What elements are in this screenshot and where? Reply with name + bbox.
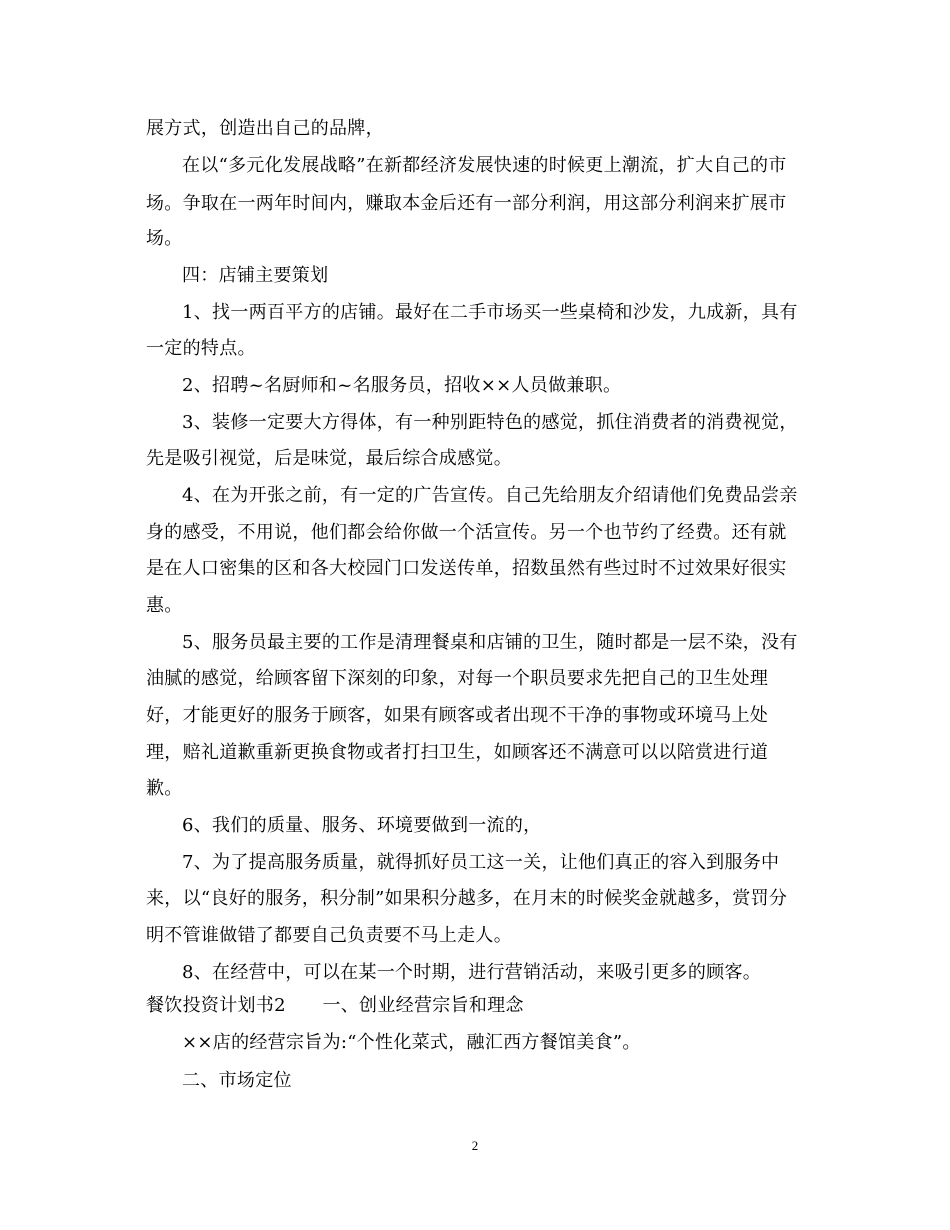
body-text-line: 好，才能更好的服务于顾客，如果有顾客或者出现不干净的事物或环境马上处	[146, 705, 769, 726]
body-text-line: 歉。	[146, 778, 183, 799]
body-text-line: 油腻的感觉，给顾客留下深刻的印象，对每一个职员要求先把自己的卫生处理	[146, 668, 769, 689]
body-text-line: 场。	[146, 228, 183, 249]
body-text-line: 5、服务员最主要的工作是清理餐桌和店铺的卫生，随时都是一层不染，没有	[182, 632, 798, 653]
body-text-line: 6、我们的质量、服务、环境要做到一流的，	[182, 815, 542, 836]
body-text-line: ××店的经营宗旨为:“个性化菜式，融汇西方餐馆美食”。	[182, 1032, 641, 1053]
body-text-line: 7、为了提高服务质量，就得抓好员工这一关，让他们真正的容入到服务中	[182, 852, 780, 873]
body-text-line: 明不管谁做错了都要自己负责要不马上走人。	[146, 925, 512, 946]
body-text-line: 1、找一两百平方的店铺。最好在二手市场买一些桌椅和沙发，九成新，具有	[182, 302, 798, 323]
section-title-line: 餐饮投资计划书2 一、创业经营宗旨和理念	[146, 995, 524, 1016]
page-number: 2	[471, 1138, 479, 1153]
body-text-line: 3、装修一定要大方得体，有一种别距特色的感觉，抓住消费者的消费视觉，	[182, 412, 798, 433]
body-text-line: 理，赔礼道歉重新更换食物或者打扫卫生，如顾客还不满意可以以陪赏进行道	[146, 742, 769, 763]
body-text-line: 场。争取在一两年时间内，赚取本金后还有一部分利润，用这部分利润来扩展市	[146, 193, 787, 214]
body-text-line: 是在人口密集的区和各大校园门口发送传单，招数虽然有些过时不过效果好很实	[146, 558, 787, 579]
body-text-line: 2、招聘~名厨师和~名服务员，招收××人员做兼职。	[182, 375, 622, 396]
section-heading: 四：店铺主要策划	[182, 265, 329, 286]
body-text-line: 4、在为开张之前，有一定的广告宣传。自己先给朋友介绍请他们免费品尝亲	[182, 485, 798, 506]
body-text-line: 身的感受，不用说，他们都会给你做一个活宣传。另一个也节约了经费。还有就	[146, 522, 787, 543]
body-text-line: 来，以“良好的服务，积分制”如果积分越多，在月末的时候奖金就越多，赏罚分	[146, 888, 788, 909]
body-text-line: 一定的特点。	[146, 338, 256, 359]
body-text-line: 惠。	[146, 595, 183, 616]
body-text-line: 先是吸引视觉，后是味觉，最后综合成感觉。	[146, 448, 512, 469]
section-heading: 二、市场定位	[182, 1070, 292, 1091]
body-text-line: 8、在经营中，可以在某一个时期，进行营销活动，来吸引更多的顾客。	[182, 962, 762, 983]
body-text-line: 在以“多元化发展战略”在新都经济发展快速的时候更上潮流，扩大自己的市	[182, 155, 787, 176]
body-text-line: 展方式，创造出自己的品牌，	[146, 118, 384, 139]
